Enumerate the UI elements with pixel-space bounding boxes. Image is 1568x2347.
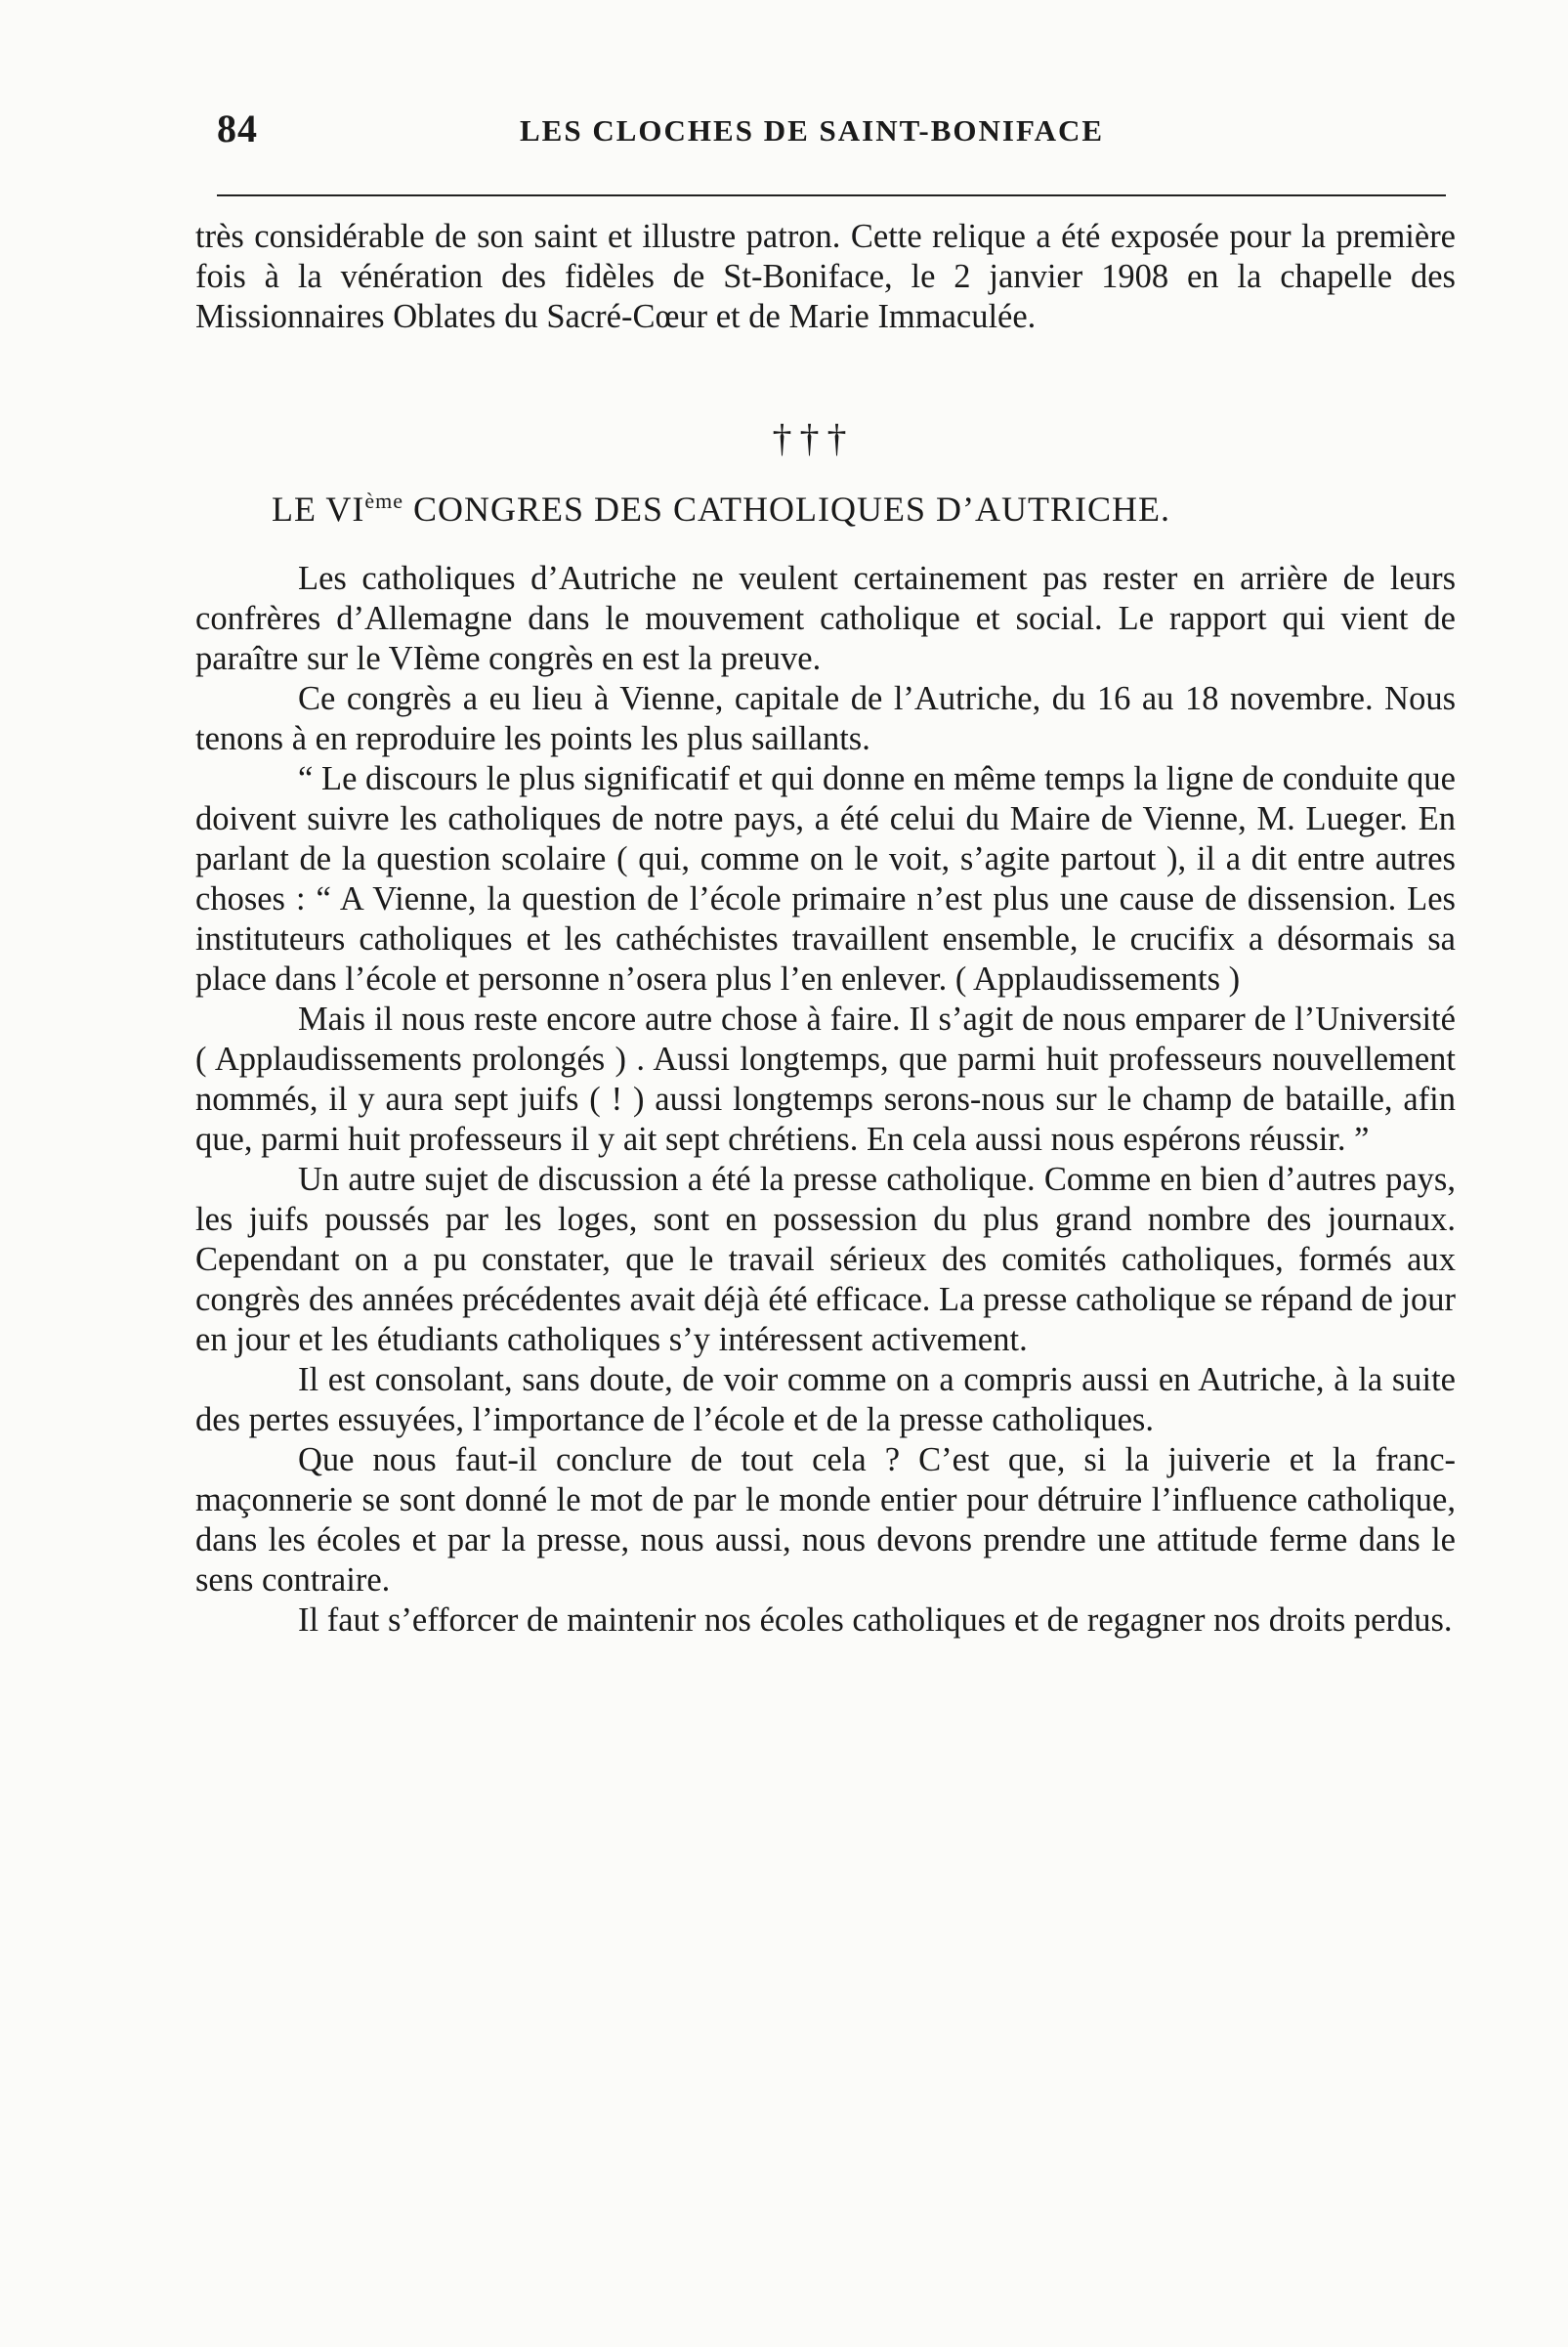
paragraph: Mais il nous reste encore autre chose à faire. Il s’agit de nous emparer de l’Université ( Applaudissements prolongés ) . Aussi longtemps, que parmi huit professeurs nouvellement nommés, il y aura sept juifs ( ! ) aussi longtemps serons-nous sur le champ de bataille, afin que, parmi huit professeurs il y ait sept chrétiens. En cela aussi nous espérons réussir. ” [195, 1001, 1456, 1158]
paragraph: Les catholiques d’Autriche ne veulent certainement pas rester en arrière de leurs confrères d’Allemagne dans le mouvement catholique et social. Le rapport qui vient de paraître sur le VIème congrès en est la preuve. [195, 560, 1456, 677]
paragraph: Un autre sujet de discussion a été la presse catholique. Comme en bien d’autres pays, les juifs poussés par les loges, sont en possession du plus grand nombre des journaux. Cependant on a pu constater, que le travail sérieux des comités catholiques, formés aux congrès des années précédentes avait déjà été efficace. La presse catholique se répand de jour en jour et les étudiants catholiques s’y intéressent activement. [195, 1161, 1456, 1358]
section-title [272, 489, 1170, 530]
continued-text: très considérable de son saint et illustre patron. Cette relique a été exposée pour la première fois à la vénération des fidèles de St-Boniface, le 2 janvier 1908 en la chapelle des Missionnaires Oblates du Sacré-Cœur et de Marie Immaculée. [195, 218, 1456, 335]
section-title-superscript: ème [364, 489, 403, 513]
section-ornament: ††† [772, 416, 855, 460]
paragraph: Il est consolant, sans doute, de voir comme on a compris aussi en Autriche, à la suite des pertes essuyées, l’importance de l’école et de la presse catholiques. [195, 1361, 1456, 1438]
paragraph: “ Le discours le plus significatif et qui donne en même temps la ligne de conduite que doivent suivre les catholiques de notre pays, a été celui du Maire de Vienne, M. Lueger. En parlant de la question scolaire ( qui, comme on le voit, s’agite partout ), il a dit entre autres choses : “ A Vienne, la question de l’école primaire n’est plus une cause de dissension. Les instituteurs catholiques et les cathéchistes travaillent ensemble, le crucifix a désormais sa place dans l’école et personne n’osera plus l’en enlever. ( Applaudissements ) [195, 760, 1456, 998]
header-rule [217, 194, 1446, 196]
running-head: LES CLOCHES DE SAINT-BONIFACE [520, 113, 1105, 148]
section-title-end: CONGRES DES CATHOLIQUES D’AUTRICHE. [403, 490, 1170, 529]
page-header [217, 106, 1448, 154]
paragraph: Ce congrès a eu lieu à Vienne, capitale de l’Autriche, du 16 au 18 novembre. Nous tenons à en reproduire les points les plus saillants. [195, 680, 1456, 757]
continued-paragraph [195, 217, 1456, 337]
article-body [195, 559, 1456, 1641]
page-number: 84 [217, 107, 258, 150]
section-title-start: LE VI [272, 490, 365, 529]
paragraph: Il faut s’efforcer de maintenir nos écoles catholiques et de regagner nos droits perdus. [298, 1601, 1453, 1639]
paragraph: Que nous faut-il conclure de tout cela ? C’est que, si la juiverie et la franc-maçonnerie se sont donné le mot de par le monde entier pour détruire l’influence catholique, dans les écoles et par la presse, nous aussi, nous devons prendre une attitude ferme dans le sens contraire. [195, 1441, 1456, 1599]
